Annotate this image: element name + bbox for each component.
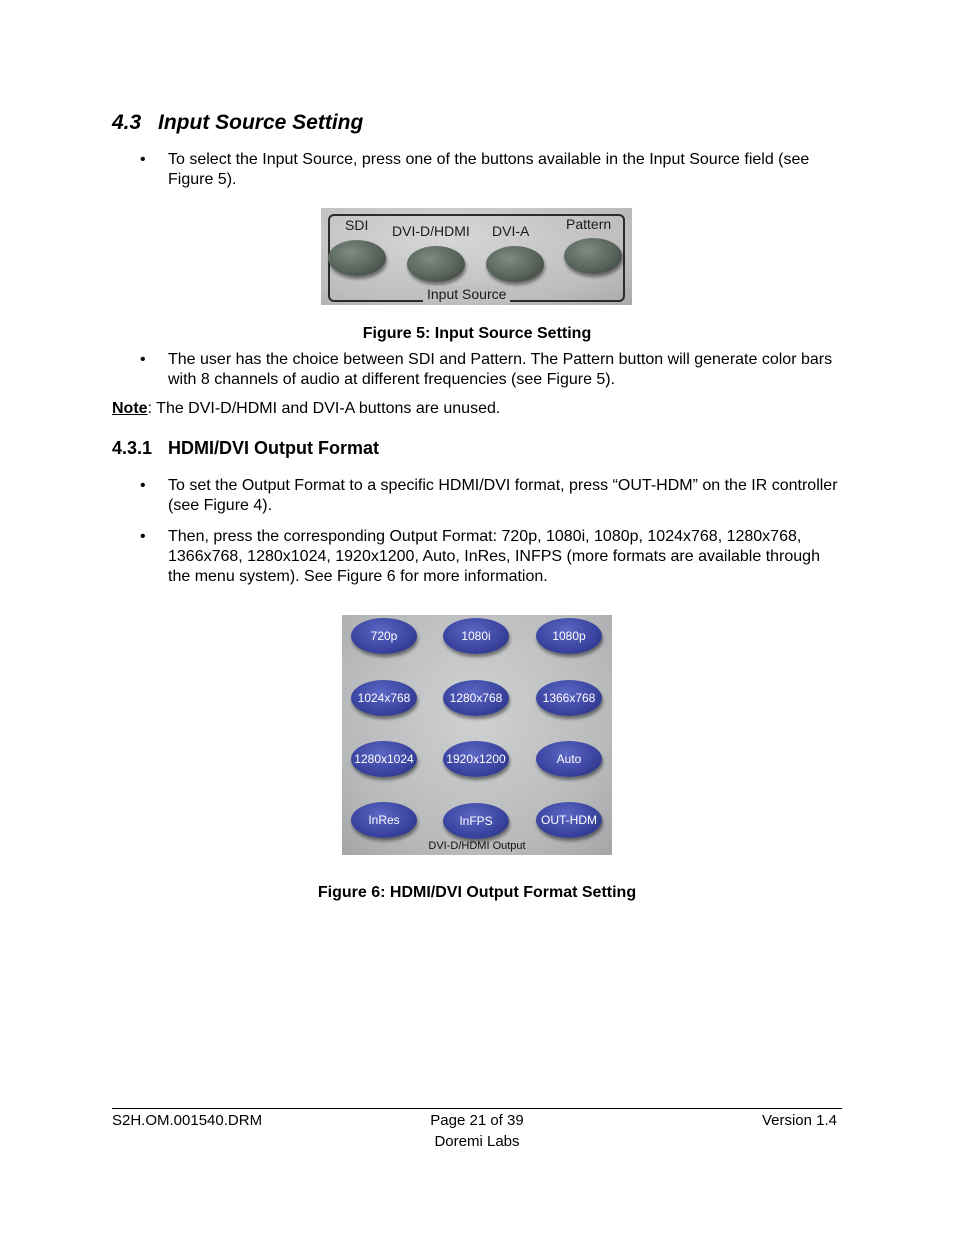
bullet-text: Then, press the corresponding Output Format: 720p, 1080i, 1080p, 1024x768, 1280x768, 1366x768, 1280x1024, 1920x1200, Auto, InRes, INFPS (more formats are available through the menu system). See Figure 6 for more information. xyxy=(168,528,820,585)
footer-version: Version 1.4 xyxy=(761,1112,837,1129)
key-1080p: 1080p xyxy=(536,618,602,654)
key-1280x768: 1280x768 xyxy=(443,680,509,716)
keypad-label: DVI-D/HDMI Output xyxy=(428,840,526,852)
subsection-number: 4.3.1 xyxy=(112,438,153,458)
dvi-d-hdmi-button xyxy=(407,246,465,282)
figure-output-format-keypad xyxy=(342,615,612,855)
dvi-d-hdmi-label: DVI-D/HDMI xyxy=(392,223,470,239)
footer-rule xyxy=(112,1108,842,1109)
section-heading xyxy=(112,111,363,135)
bullet-text: To select the Input Source, press one of the buttons available in the Input Source field (see Figure 5). xyxy=(168,151,810,188)
sdi-button xyxy=(328,240,386,276)
bullet-text: To set the Output Format to a specific HDMI/DVI format, press “OUT-HDM” on the IR controller (see Figure 4). xyxy=(168,477,838,514)
figure-5-caption: Figure 5: Input Source Setting xyxy=(362,325,592,342)
note-text: : The DVI-D/HDMI and DVI-A buttons are unused. xyxy=(147,400,501,417)
key-1024x768: 1024x768 xyxy=(351,680,417,716)
key-inres: InRes xyxy=(351,802,417,838)
bullet-mark: • xyxy=(140,477,146,494)
subsection-title: HDMI/DVI Output Format xyxy=(168,438,379,458)
figure-input-source-panel xyxy=(321,208,632,305)
note xyxy=(112,399,500,419)
footer-doc-id: S2H.OM.001540.DRM xyxy=(112,1112,263,1129)
key-1280x1024: 1280x1024 xyxy=(351,741,417,777)
bullet-press-output-format xyxy=(140,527,840,587)
bullet-sdi-pattern-choice xyxy=(140,350,840,390)
key-out-hdm: OUT-HDM xyxy=(536,802,602,838)
footer-page: Page 21 of 39 xyxy=(430,1112,524,1129)
bullet-mark: • xyxy=(140,528,146,545)
dvi-a-button xyxy=(486,246,544,282)
subsection-heading xyxy=(112,438,379,459)
bullet-set-output-format xyxy=(140,476,840,516)
input-source-legend: Input Source xyxy=(423,286,510,302)
pattern-button xyxy=(564,238,622,274)
bullet-mark: • xyxy=(140,351,146,368)
footer-company: Doremi Labs xyxy=(434,1133,520,1150)
key-auto: Auto xyxy=(536,741,602,777)
key-1920x1200: 1920x1200 xyxy=(443,741,509,777)
bullet-text: The user has the choice between SDI and Pattern. The Pattern button will generate color bars with 8 channels of audio at different frequencies (see Figure 5). xyxy=(168,351,833,388)
note-label: Note xyxy=(112,400,148,417)
key-1080i: 1080i xyxy=(443,618,509,654)
key-infps: InFPS xyxy=(443,803,509,839)
bullet-select-input-source xyxy=(140,150,840,190)
dvi-a-label: DVI-A xyxy=(492,223,530,239)
sdi-label: SDI xyxy=(345,217,369,233)
section-title: Input Source Setting xyxy=(158,111,364,134)
figure-6-caption: Figure 6: HDMI/DVI Output Format Setting xyxy=(317,884,637,901)
bullet-mark: • xyxy=(140,151,146,168)
pattern-label: Pattern xyxy=(566,216,612,232)
section-number: 4.3 xyxy=(112,111,142,134)
key-720p: 720p xyxy=(351,618,417,654)
key-1366x768: 1366x768 xyxy=(536,680,602,716)
